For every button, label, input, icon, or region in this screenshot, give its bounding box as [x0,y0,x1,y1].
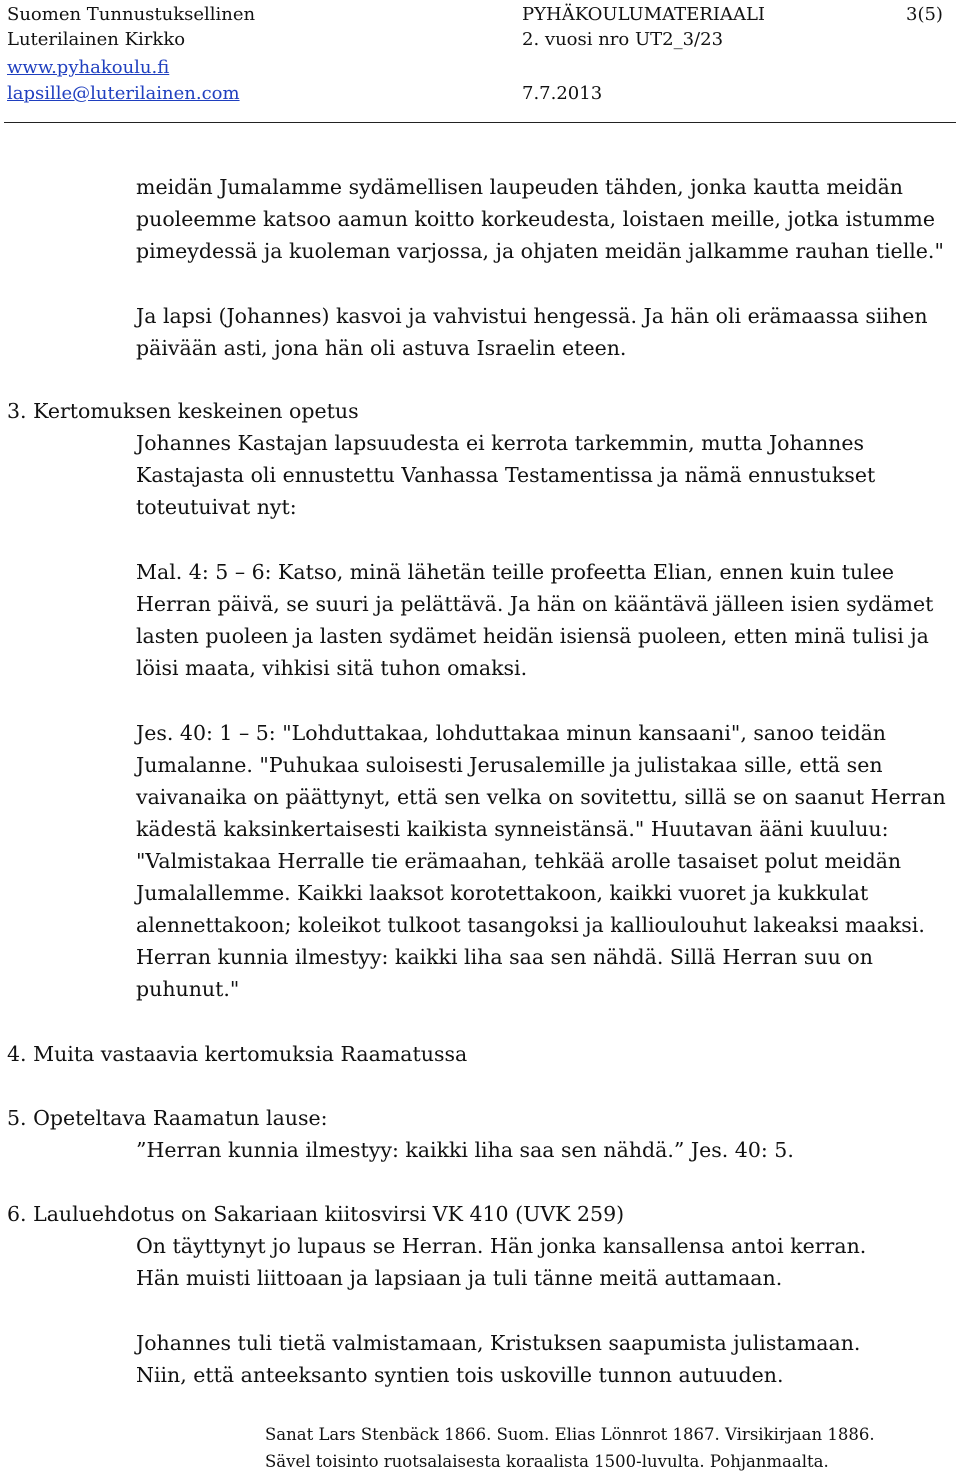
org-name-line1: Suomen Tunnustuksellinen [7,4,256,25]
header-divider [4,122,956,123]
text-line: päivään asti, jona hän oli astuva Israelin eteen. [136,336,627,360]
text-line: löisi maata, vihkisi sitä tuhon omaksi. [136,656,528,680]
text-line: vaivanaika on päättynyt, että sen velka on sovitettu, sillä se on saanut Herran [136,785,946,809]
text-line: puoleemme katsoo aamun koitto korkeudesta, loistaen meille, jotka istumme [136,207,935,231]
text-line: Jes. 40: 1 – 5: "Lohduttakaa, lohduttakaa minun kansaani", sanoo teidän [136,721,886,745]
text-line: "Valmistakaa Herralle tie erämaahan, tehkää arolle tasaiset polut meidän [136,849,902,873]
section-6-heading: 6. Lauluehdotus on Sakariaan kiitosvirsi VK 410 (UVK 259) [7,1202,625,1226]
section-3-heading: 3. Kertomuksen keskeinen opetus [7,399,359,423]
text-line: pimeydessä ja kuoleman varjossa, ja ohjaten meidän jalkamme rauhan tielle." [136,239,944,263]
text-line: Jumalallemme. Kaikki laaksot korotettakoon, kaikki vuoret ja kukkulat [136,881,869,905]
text-line: Ja lapsi (Johannes) kasvoi ja vahvistui hengessä. Ja hän oli erämaassa siihen [136,304,928,328]
song-line: Niin, että anteeksanto syntien tois uskoville tunnon autuuden. [136,1363,784,1387]
text-line: meidän Jumalamme sydämellisen laupeuden tähden, jonka kautta meidän [136,175,903,199]
page-number: 3(5) [906,4,943,25]
text-line: kädestä kaksinkertaisesti kaikista synneistänsä." Huutavan ääni kuuluu: [136,817,889,841]
website-link[interactable]: www.pyhakoulu.fi [7,57,170,78]
song-credits-line: Sävel toisinto ruotsalaisesta koraalista 1500-luvulta. Pohjanmaalta. [265,1452,829,1471]
text-line: lasten puoleen ja lasten sydämet heidän isiensä puoleen, etten minä tulisi ja [136,624,929,648]
text-line: Jumalanne. "Puhukaa suloisesti Jerusalemille ja julistakaa sille, että sen [136,753,883,777]
song-line: Hän muisti liittoaan ja lapsiaan ja tuli tänne meitä auttamaan. [136,1266,783,1290]
document-date: 7.7.2013 [522,83,603,104]
text-line: Herran päivä, se suuri ja pelättävä. Ja hän on kääntävä jälleen isien sydämet [136,592,934,616]
text-line: puhunut." [136,977,240,1001]
text-line: Mal. 4: 5 – 6: Katso, minä lähetän teille profeetta Elian, ennen kuin tulee [136,560,895,584]
text-line: alennettakoon; koleikot tulkoot tasangoksi ja kallioulouhut lakeaksi maaksi. [136,913,925,937]
section-4-heading: 4. Muita vastaavia kertomuksia Raamatussa [7,1042,468,1066]
text-line: Johannes Kastajan lapsuudesta ei kerrota tarkemmin, mutta Johannes [136,431,865,455]
song-line: Johannes tuli tietä valmistamaan, Kristuksen saapumista julistamaan. [136,1331,861,1355]
text-line: toteutuivat nyt: [136,495,297,519]
email-link[interactable]: lapsille@luterilainen.com [7,83,240,104]
org-name-line2: Luterilainen Kirkko [7,29,186,50]
document-title: PYHÄKOULUMATERIAALI [522,4,766,25]
memory-verse: ”Herran kunnia ilmestyy: kaikki liha saa sen nähdä.” Jes. 40: 5. [136,1138,794,1162]
document-code: 2. vuosi nro UT2_3/23 [522,29,724,50]
section-5-heading: 5. Opeteltava Raamatun lause: [7,1106,328,1130]
text-line: Herran kunnia ilmestyy: kaikki liha saa sen nähdä. Sillä Herran suu on [136,945,873,969]
song-credits-line: Sanat Lars Stenbäck 1866. Suom. Elias Lönnrot 1867. Virsikirjaan 1886. [265,1425,875,1444]
song-line: On täyttynyt jo lupaus se Herran. Hän jonka kansallensa antoi kerran. [136,1234,867,1258]
text-line: Kastajasta oli ennustettu Vanhassa Testamentissa ja nämä ennustukset [136,463,876,487]
